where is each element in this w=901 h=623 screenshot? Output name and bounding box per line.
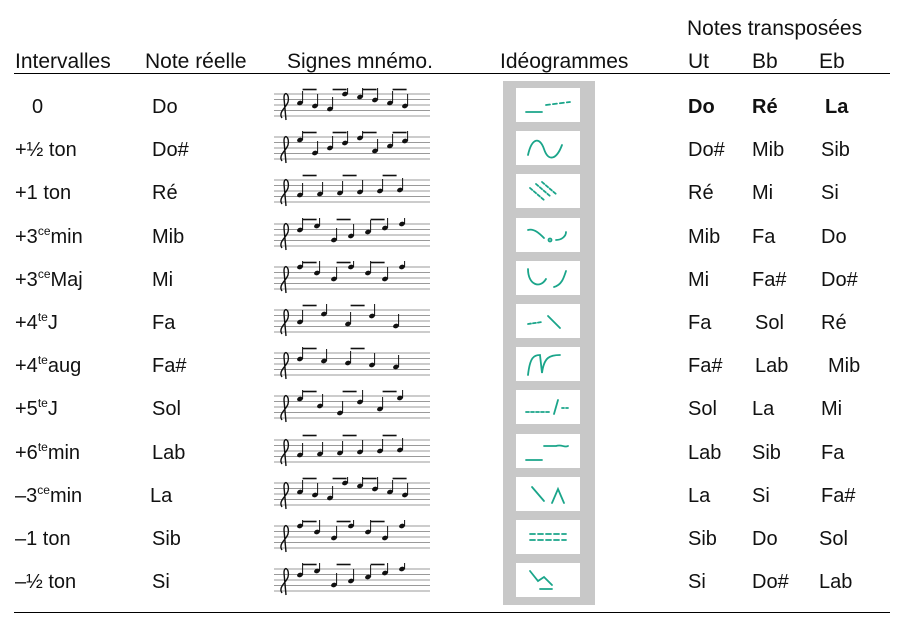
mnemonic-staff-image [272,563,434,597]
interval-value: –1 ton [15,528,71,550]
real-note-cell: Fa [152,312,176,334]
transposed-ut-cell: Mi [688,268,710,291]
col-header-real-note: Note réelle [145,50,247,73]
header-rule [14,73,890,74]
interval-cell [15,527,71,551]
interval-value: +½ ton [15,139,77,162]
transposed-ut-cell: Fa [688,312,712,334]
real-note-cell: Lab [152,441,186,464]
interval-quality: min [49,484,83,507]
transposed-bb-cell: Do [752,528,778,550]
ideogram-image [516,174,580,208]
transposed-ut-cell: Sib [688,528,717,550]
transposed-bb-cell: Si [752,484,770,507]
bottom-rule [14,612,890,613]
transposed-ut-cell: Si [688,571,706,594]
mnemonic-staff-image [272,347,434,381]
interval-quality: J [47,398,58,421]
ideogram-image [516,218,580,252]
ideogram-image [516,477,580,511]
transposed-bb-cell: Fa [752,225,776,248]
mnemonic-staff-image [272,88,434,122]
interval-value: +4 [15,355,38,378]
col-header-bb: Bb [752,50,778,73]
interval-value: 0 [32,96,44,118]
interval-cell [32,95,43,119]
interval-value: +3 [15,268,38,291]
transposed-ut-cell: Lab [688,441,722,464]
transposed-eb-cell: Sib [821,139,850,162]
interval-quality: Maj [50,268,83,291]
interval-quality: min [47,441,81,464]
real-note-cell: Fa# [152,355,187,378]
ideogram-image [516,434,580,468]
transposed-bb-cell: Mi [752,182,774,205]
transposed-eb-cell: Sol [819,528,848,550]
transposed-bb-cell: Ré [752,96,778,118]
transposed-bb-cell: Lab [755,355,789,378]
ideogram-image [516,347,580,381]
real-note-cell: Si [152,571,170,594]
mnemonic-staff-image [272,520,434,554]
interval-ordinal-suffix: ce [37,266,51,281]
mnemonic-staff-image [272,434,434,468]
transposed-bb-cell: Do# [752,571,789,594]
interval-cell [15,570,76,594]
interval-cell [15,441,80,465]
interval-cell [15,484,82,508]
interval-value: +5 [15,398,38,421]
real-note-cell: Sib [152,528,181,550]
col-header-intervals: Intervalles [15,50,111,73]
interval-ordinal-suffix: te [37,396,48,411]
transposed-eb-cell: Fa# [821,484,856,507]
interval-cell [15,225,83,249]
transposed-ut-cell: La [688,484,711,507]
ideogram-image [516,261,580,295]
ideogram-image [516,563,580,597]
real-note-cell: Sol [152,398,181,421]
transposed-eb-cell: Lab [819,571,853,594]
real-note-cell: La [150,484,173,507]
real-note-cell: Ré [152,182,178,205]
mnemonic-staff-image [272,304,434,338]
real-note-cell: Mi [152,268,174,291]
interval-ordinal-suffix: te [37,310,48,324]
interval-ordinal-suffix: te [37,353,48,368]
interval-value: +1 ton [15,182,72,205]
transposed-ut-cell: Do [688,96,715,118]
mnemonic-staff-image [272,261,434,295]
transposed-eb-cell: Ré [821,312,847,334]
interval-ordinal-suffix: ce [37,223,51,238]
transposed-bb-cell: La [752,398,775,421]
interval-ordinal-suffix: ce [37,482,50,497]
transposed-ut-cell: Mib [688,225,721,248]
ideogram-image [516,390,580,424]
transposed-eb-cell: La [825,96,849,118]
col-header-ideograms: Idéogrammes [500,50,629,73]
transposed-bb-cell: Fa# [752,268,787,291]
ideogram-image [516,520,580,554]
transposed-eb-cell: Mi [821,398,843,421]
interval-value: +3 [15,225,38,248]
transposed-eb-cell: Fa [821,441,845,464]
interval-value: –½ ton [15,571,77,594]
real-note-cell: Mib [152,225,185,248]
interval-ordinal-suffix: te [37,439,48,454]
transposed-bb-cell: Mib [752,139,785,162]
interval-value: –3 [15,484,38,507]
group-title-notes-transposees: Notes transposées [687,17,863,40]
real-note-cell: Do# [152,139,189,162]
interval-cell [15,138,77,162]
col-header-eb: Eb [819,50,845,73]
interval-cell [15,181,71,205]
transposed-eb-cell: Do [821,225,847,248]
interval-cell [15,397,58,421]
interval-quality: aug [47,355,82,378]
transposed-bb-cell: Sol [755,312,784,334]
interval-cell [15,354,81,378]
transposed-eb-cell: Si [821,182,839,205]
mnemonic-staff-image [272,477,434,511]
ideogram-image [516,88,580,122]
transposed-ut-cell: Fa# [688,355,723,378]
transposed-eb-cell: Mib [828,355,861,378]
mnemonic-staff-image [272,174,434,208]
transposed-ut-cell: Do# [688,139,725,162]
interval-quality: J [47,312,58,334]
ideogram-image [516,304,580,338]
interval-cell [15,268,83,292]
transposed-ut-cell: Sol [688,398,717,421]
col-header-ut: Ut [688,50,709,73]
transposed-eb-cell: Do# [821,268,858,291]
mnemonic-staff-image [272,218,434,252]
mnemonic-staff-image [272,131,434,165]
interval-value: +6 [15,441,38,464]
interval-quality: min [50,225,83,248]
interval-value: +4 [15,312,38,334]
transposed-bb-cell: Sib [752,441,781,464]
mnemonic-staff-image [272,390,434,424]
transposed-ut-cell: Ré [688,182,714,205]
interval-cell [15,311,58,335]
real-note-cell: Do [152,96,178,118]
col-header-mnemonic: Signes mnémo. [287,50,433,73]
ideogram-image [516,131,580,165]
